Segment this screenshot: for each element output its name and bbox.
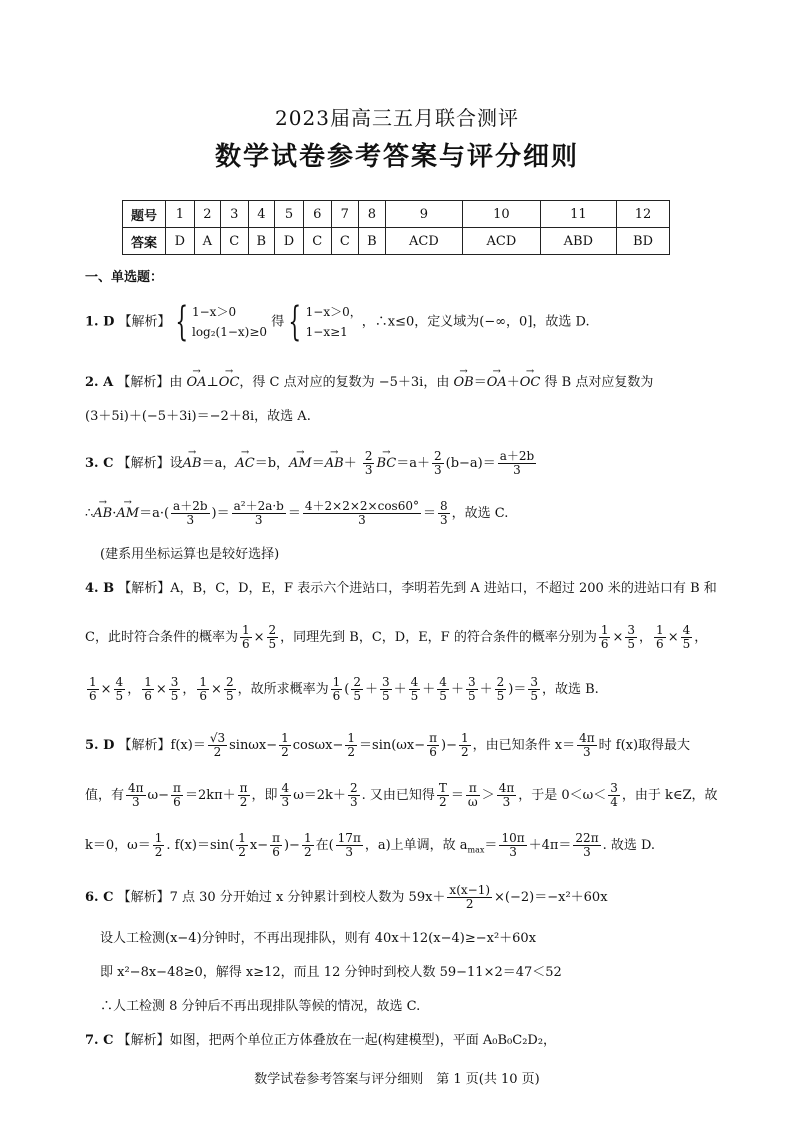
table-cell: 7 (331, 201, 359, 228)
analysis-tag: 【解析】 (117, 375, 170, 390)
table-cell: 3 (220, 201, 248, 228)
table-cell: BD (617, 228, 670, 255)
doc-subtitle: 数学试卷参考答案与评分细则 (214, 142, 579, 172)
system-of-inequalities: 1−x＞0， 1−x≥1 (305, 305, 362, 339)
analysis-tag: 【解析】 (117, 456, 170, 471)
q4-line: 4. B 【解析】A，B，C，D，E，F 表示六个进站口，李明若先到 A 进站口，不超过 200 米的进站口有 B 和 (85, 581, 717, 596)
q6-line: 6. C 【解析】7 点 30 分开始过 x 分钟累计到校人数为 59x＋ $\frac{x(x-1)}{2}$ ×(−2)＝−x²＋60x (85, 883, 608, 911)
q4-line-3: $\frac{1}{6}$ × $\frac{4}{5}$ ， $\frac{1}{6}$ × $\frac{3}{5}$ ， $\frac{1}{6}$ × $\frac{2}{5}$ ，故所求概率为 $\frac{1}{6}$ ( $\frac{2}{5}$ ＋ $\frac{3}{5}$ ＋ $\frac{4}{5}$ ＋ $\frac{4}{5}$ ＋ $\frac{3}{5}$ ＋ $\frac{2}{5}$ )＝ $\frac{3}{5}$ ，故选 B. (89, 675, 599, 703)
table-cell: 5 (275, 201, 304, 228)
q3-number: 3. C (85, 456, 114, 471)
section-title: 一、单选题： (85, 270, 164, 285)
table-cell: A (194, 228, 220, 255)
q3-line: 3. C 【解析】设→ AB＝a，→ AC＝b，→ AM＝→ AB＋ $\frac{2}{3}$ → BC＝a＋ $\frac{2}{3}$ (b−a)＝ $\frac{a+2b}{3}$ (85, 450, 538, 477)
q4-number: 4. B (85, 581, 115, 596)
page-footer: 数学试卷参考答案与评分细则 第 1 页(共 10 页) (254, 1072, 540, 1087)
table-row-numbers (123, 201, 670, 228)
table-cell: 2 (194, 201, 220, 228)
answer-table (122, 200, 670, 255)
analysis-tag: 【解析】 (117, 890, 170, 905)
q3-note: (建系用坐标运算也是较好选择) (100, 547, 280, 562)
q1-number: 1. D (85, 314, 115, 330)
table-cell: 11 (540, 201, 616, 228)
doc-title: 2023届高三五月联合测评 (275, 106, 519, 130)
q5-number: 5. D (85, 738, 115, 753)
table-cell: B (359, 228, 386, 255)
q5-line-2: 值，有 $\frac{4\pi}{3}$ ω− $\frac{\pi}{6}$ ＝2kπ＋ $\frac{\pi}{2}$ ，即 $\frac{4}{3}$ ω＝2k＋ $\frac{2}{3}$ . 又由已知得 $\frac{T}{2}$ ＝ $\frac{\pi}{\omega}$ ＞ $\frac{4\pi}{3}$ ，于是 0＜ω＜ $\frac{3}{4}$ ，由于 k∈Z，故 (85, 781, 718, 809)
q1-line: 1. D 【解析】 { 1−x＞0 log₂(1−x)≥0 得 { 1−x＞0， 1−x≥1 ，∴x≤0，定义域为(−∞，0]，故选 D. (85, 299, 590, 345)
table-cell: 12 (617, 201, 670, 228)
row-label: 题号 (123, 201, 166, 228)
table-cell: C (303, 228, 331, 255)
table-cell: ABD (540, 228, 616, 255)
table-cell: C (331, 228, 359, 255)
q4-line-2: C，此时符合条件的概率为 $\frac{1}{6}$ × $\frac{2}{5}$ ，同理先到 B，C，D，E，F 的符合条件的概率分别为 $\frac{1}{6}$ × $\frac{3}{5}$ ， $\frac{1}{6}$ × $\frac{4}{5}$ ， (85, 623, 708, 651)
q6-line-2: 设人工检测(x−4)分钟时，不再出现排队，则有 40x＋12(x−4)≥−x²＋60x (100, 931, 537, 946)
brace-icon: { (288, 299, 302, 345)
analysis-tag: 【解析】 (118, 314, 171, 330)
system-of-inequalities: 1−x＞0 log₂(1−x)≥0 (191, 305, 268, 339)
q6-line-3: 即 x²−8x−48≥0，解得 x≥12，而且 12 分钟时到校人数 59−11×2＝47＜52 (100, 965, 562, 980)
table-cell: 6 (303, 201, 331, 228)
table-cell: 10 (463, 201, 540, 228)
analysis-tag: 【解析】 (117, 1033, 170, 1048)
q2-line: 2. A 【解析】由 → OA⊥→ OC，得 C 点对应的复数为 −5＋3i，由 → OB＝→ OA＋→ OC 得 B 点对应复数为 (85, 374, 653, 392)
table-cell: C (220, 228, 248, 255)
table-cell: B (248, 228, 275, 255)
table-cell: 1 (166, 201, 195, 228)
q6-line-4: ∴人工检测 8 分钟后不再出现排队等候的情况，故选 C. (100, 999, 421, 1014)
table-cell: ACD (463, 228, 540, 255)
analysis-tag: 【解析】 (118, 738, 171, 753)
q5-line: 5. D 【解析】f(x)＝ $\frac{√3}{2}$ sinωx− $\frac{1}{2}$ cosωx− $\frac{1}{2}$ ＝sin(ωx− $\frac{\pi}{6}$ )− $\frac{1}{2}$ ，由已知条件 x＝ $\frac{4\pi}{3}$ 时 f(x)取得最大 (85, 731, 691, 759)
brace-icon: { (174, 299, 188, 345)
table-cell: D (166, 228, 195, 255)
table-row-answers (123, 228, 670, 255)
table-cell: 9 (385, 201, 462, 228)
table-cell: D (275, 228, 304, 255)
q2-line-2: (3＋5i)＋(−5＋3i)＝−2＋8i，故选 A. (85, 409, 311, 424)
table-cell: ACD (385, 228, 462, 255)
q7-number: 7. C (85, 1033, 114, 1048)
table-cell: 8 (359, 201, 386, 228)
table-cell: 4 (248, 201, 275, 228)
row-label: 答案 (123, 228, 166, 255)
analysis-tag: 【解析】 (118, 581, 171, 596)
q7-line: 7. C 【解析】如图，把两个单位正方体叠放在一起(构建模型)，平面 A₀B₀C₂D₂， (85, 1033, 557, 1048)
q2-number: 2. A (85, 375, 114, 390)
q6-number: 6. C (85, 890, 114, 905)
q5-line-3: k＝0，ω＝ $\frac{1}{2}$ . f(x)＝sin( $\frac{1}{2}$ x− $\frac{\pi}{6}$ )− $\frac{1}{2}$ 在( $\frac{17\pi}{3}$ ，a)上单调，故 $a_{max}=$ $\frac{10\pi}{3}$ ＋4π＝ $\frac{22\pi}{3}$ . 故选 D. (85, 831, 656, 859)
q3-line-2: ∴→ AB·→ AM＝a·( $\frac{a+2b}{3}$ )＝ $\frac{\text{a²＋2a·b}}{3}$ ＝ $\frac{4+2\times 2\times 2\times\cos 60^\circ}{3}$ ＝ $\frac{8}{3}$ ，故选 C. (85, 500, 508, 527)
